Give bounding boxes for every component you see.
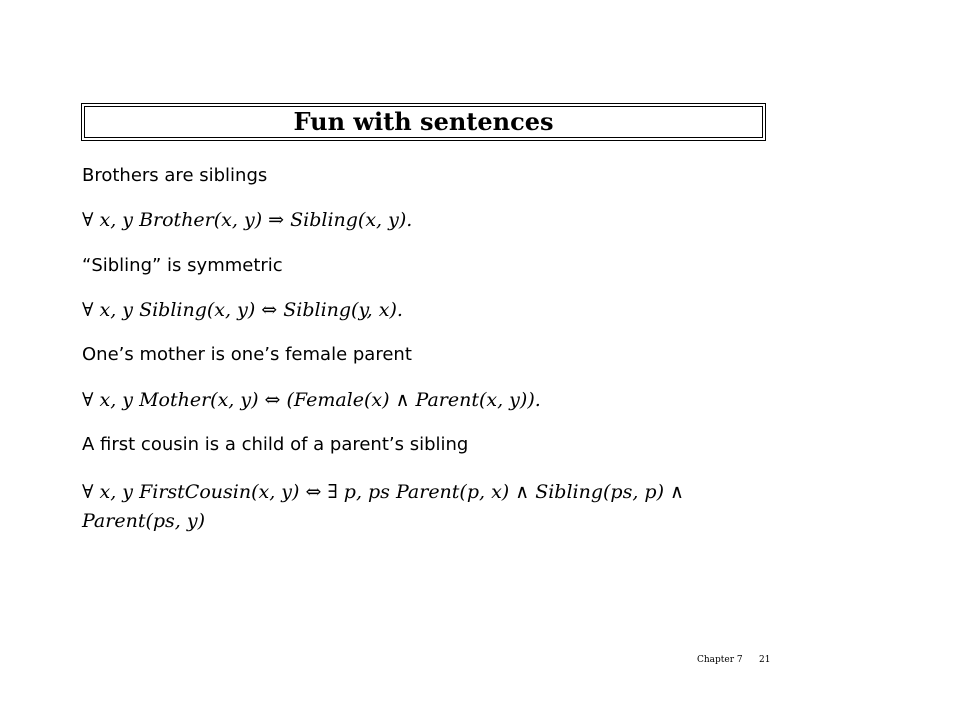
footer-page-number: 21 (759, 655, 771, 665)
statement-mother: One’s mother is one’s female parent (82, 344, 412, 365)
formula-mother: ∀ x, y Mother(x, y) ⇔ (Female(x) ∧ Parent(x, y)). (82, 389, 541, 411)
footer-chapter: Chapter 7 (697, 655, 743, 665)
formula-sibling-symmetric: ∀ x, y Sibling(x, y) ⇔ Sibling(y, x). (82, 299, 403, 321)
formula-brothers: ∀ x, y Brother(x, y) ⇒ Sibling(x, y). (82, 209, 413, 231)
slide-title-frame (81, 103, 766, 141)
slide-title: Fun with sentences (293, 107, 554, 136)
statement-brothers: Brothers are siblings (82, 165, 268, 186)
statement-first-cousin: A first cousin is a child of a parent’s sibling (82, 434, 469, 455)
formula-first-cousin-line2: Parent(ps, y) (82, 510, 206, 532)
statement-sibling-symmetric: “Sibling” is symmetric (82, 255, 283, 276)
formula-first-cousin-line1: ∀ x, y FirstCousin(x, y) ⇔ ∃ p, ps Parent(p, x) ∧ Sibling(ps, p) ∧ (82, 481, 684, 503)
